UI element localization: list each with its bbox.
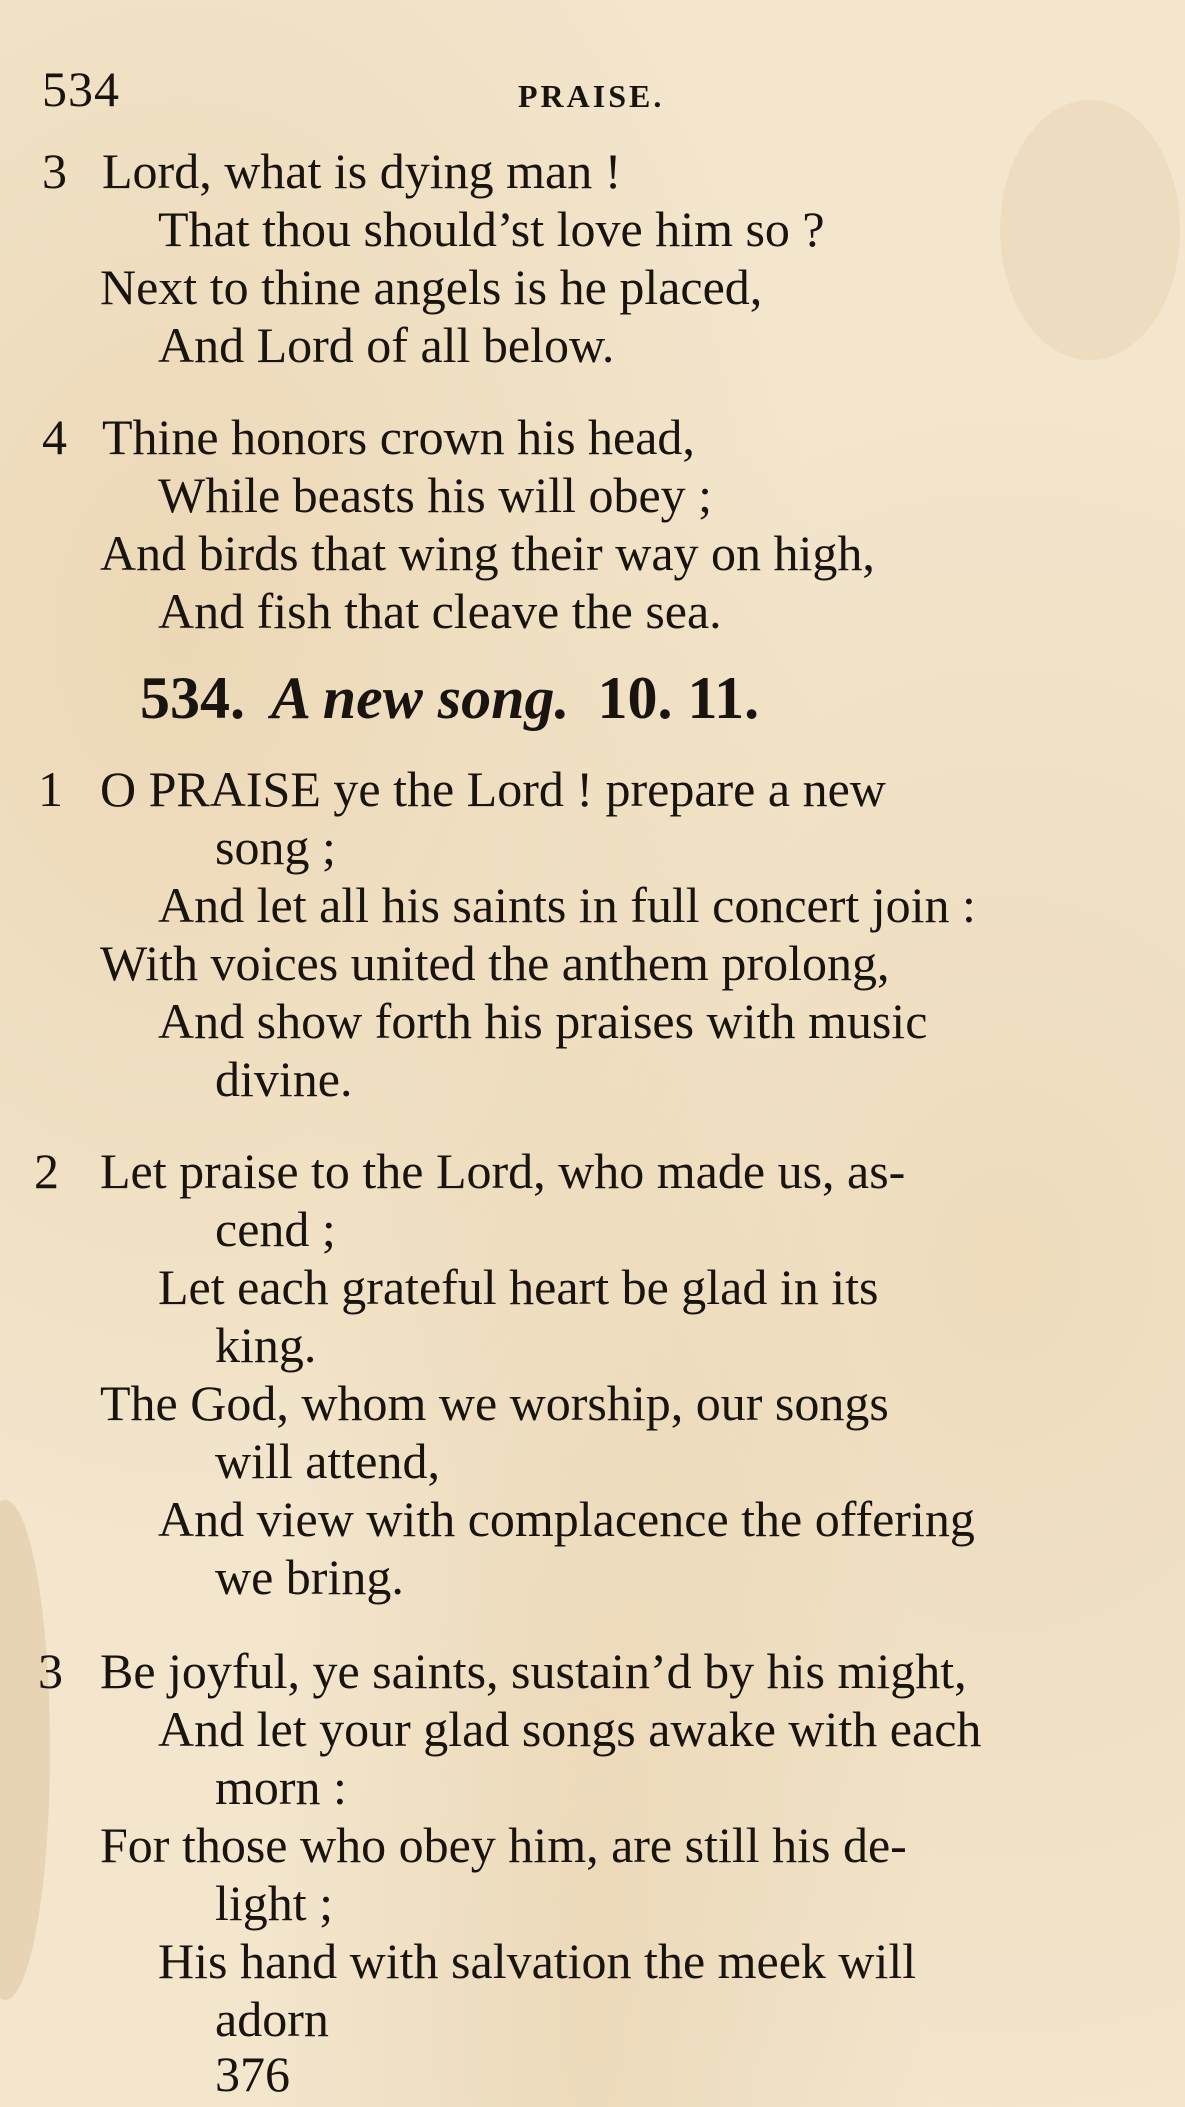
verse-line: That thou should’st love him so ? [158,201,825,257]
verse-line: will attend, [215,1433,440,1489]
verse-line: And Lord of all below. [158,317,615,373]
verse-line: morn : [215,1759,347,1815]
verse-line: we bring. [215,1549,404,1605]
running-title: PRAISE. [518,78,665,114]
verse-line: king. [215,1317,317,1373]
paper-stain [0,1500,50,2000]
paper-stain [1000,100,1180,360]
verse-line: And view with complacence the offering [158,1491,975,1547]
hymn-number: 534. [140,665,245,731]
verse-line: light ; [215,1875,334,1931]
verse-line: divine. [215,1051,353,1107]
hymn-heading [140,664,759,733]
verse-line: O PRAISE ye the Lord ! prepare a new [100,761,886,817]
page-number: 534 [42,61,120,117]
verse-number: 3 [42,143,67,199]
verse-number: 1 [38,761,63,817]
verse-line: And let all his saints in full concert join : [158,877,976,933]
verse-line: And show forth his praises with music [158,993,928,1049]
verse-line: Let each grateful heart be glad in its [158,1259,879,1315]
verse-line: song ; [215,819,336,875]
verse-line: Lord, what is dying man ! [102,143,622,199]
verse-line: And let your glad songs awake with each [158,1701,982,1757]
hymn-meter: 10. 11. [597,665,760,731]
hymn-title: A new song. [271,665,570,731]
verse-line: The God, whom we worship, our songs [100,1375,889,1431]
signature-mark: 376 [215,2046,290,2102]
verse-line: Next to thine angels is he placed, [100,259,763,315]
verse-line: cend ; [215,1201,336,1257]
verse-line: Let praise to the Lord, who made us, as- [100,1143,906,1199]
verse-line: Thine honors crown his head, [102,409,695,465]
verse-line: For those who obey him, are still his de- [100,1817,907,1873]
verse-line: Be joyful, ye saints, sustain’d by his might, [100,1643,967,1699]
verse-line: While beasts his will obey ; [158,467,713,523]
verse-line: His hand with salvation the meek will [158,1933,917,1989]
verse-line: adorn [215,1991,329,2047]
verse-number: 3 [38,1643,63,1699]
verse-number: 4 [42,409,67,465]
verse-line: And birds that wing their way on high, [100,525,875,581]
verse-line: And fish that cleave the sea. [158,583,722,639]
verse-line: With voices united the anthem prolong, [100,935,890,991]
verse-number: 2 [34,1143,59,1199]
